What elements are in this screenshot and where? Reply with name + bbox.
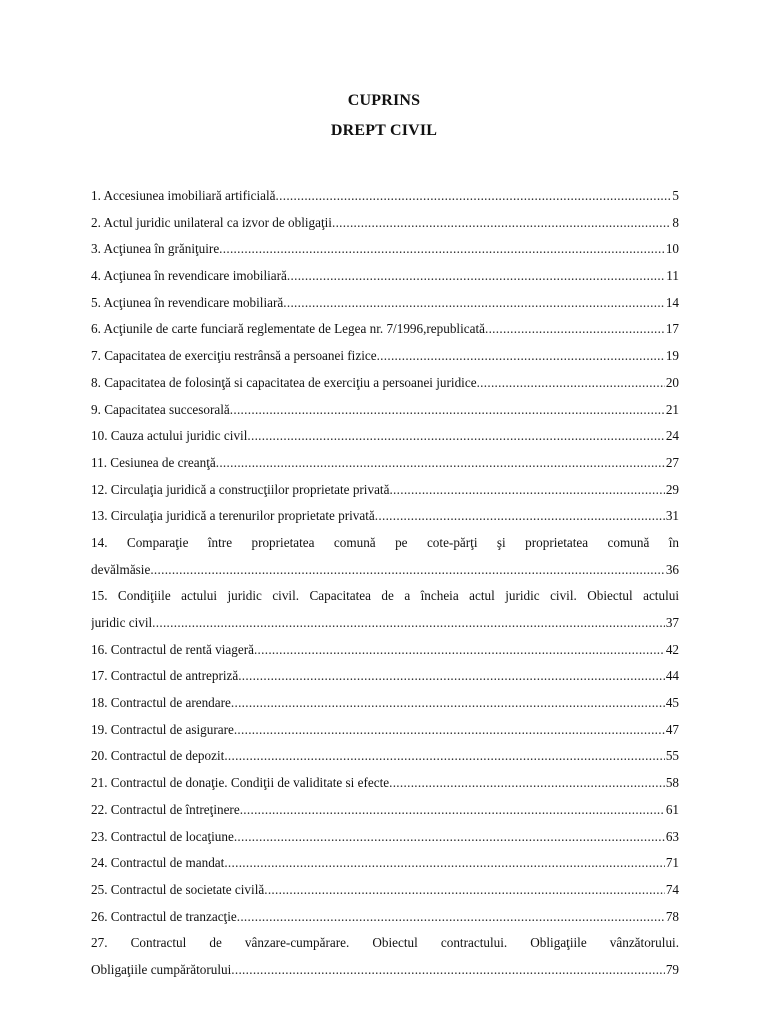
page-subtitle: DREPT CIVIL xyxy=(330,122,438,139)
toc-dot-leader xyxy=(283,290,665,317)
toc-entry xyxy=(91,557,679,584)
toc-entry xyxy=(91,423,679,450)
toc-entry-title: 23. Contractul de locaţiune xyxy=(91,828,234,844)
toc-entry xyxy=(91,450,679,477)
toc-entry xyxy=(91,690,679,717)
toc-dot-leader xyxy=(375,503,665,530)
toc-page-number: 78 xyxy=(665,908,679,924)
toc-entry xyxy=(91,183,679,210)
toc-dot-leader xyxy=(152,610,665,637)
toc-page-number: 8 xyxy=(672,214,679,230)
toc-page-number: 58 xyxy=(665,775,679,791)
toc-dot-leader xyxy=(224,743,665,770)
toc-dot-leader xyxy=(224,850,665,877)
toc-entry-title: 17. Contractul de antrepriză xyxy=(91,668,239,684)
toc-page-number: 10 xyxy=(665,241,679,257)
toc-entry-title: 21. Contractul de donaţie. Condiţii de validitate si efecte xyxy=(91,775,390,791)
toc-dot-leader xyxy=(234,824,665,851)
page-title: CUPRINS xyxy=(347,92,421,109)
toc-entry xyxy=(91,743,679,770)
toc-dot-leader xyxy=(234,717,665,744)
toc-entry-title: 9. Capacitatea succesorală xyxy=(91,401,230,417)
toc-page-number: 20 xyxy=(665,374,679,390)
toc-entry xyxy=(91,477,679,504)
toc-entry xyxy=(91,610,679,637)
toc-entry xyxy=(91,370,679,397)
toc-dot-leader xyxy=(287,263,665,290)
toc-entry-title: 18. Contractul de arendare xyxy=(91,695,231,711)
toc-entry-title: Obligaţiile cumpărătorului xyxy=(91,961,232,977)
toc-entry-title: 26. Contractul de tranzacţie xyxy=(91,908,237,924)
toc-dot-leader xyxy=(219,236,665,263)
toc-entry xyxy=(91,797,679,824)
toc-page-number: 42 xyxy=(665,641,679,657)
toc-dot-leader xyxy=(238,663,665,690)
toc-entry-title: 22. Contractul de întreţinere xyxy=(91,801,240,817)
toc-entry-title: 16. Contractul de rentă viageră xyxy=(91,641,254,657)
toc-page-number: 31 xyxy=(665,508,679,524)
toc-entry-title: 8. Capacitatea de folosinţă si capacitatea de exerciţiu a persoanei juridice xyxy=(91,374,477,390)
toc-entry-title: 19. Contractul de asigurare xyxy=(91,721,234,737)
toc-page-number: 63 xyxy=(665,828,679,844)
toc-page-number: 74 xyxy=(665,881,679,897)
toc-entry xyxy=(91,877,679,904)
toc-entry-title: 7. Capacitatea de exerciţiu restrânsă a persoanei fizice xyxy=(91,348,377,364)
toc-dot-leader xyxy=(276,183,672,210)
toc-dot-leader xyxy=(231,957,665,984)
toc-dot-leader xyxy=(485,316,665,343)
toc-entry-title: 3. Acţiunea în grăniţuire xyxy=(91,241,220,257)
toc-dot-leader xyxy=(477,370,665,397)
toc-entry xyxy=(91,904,679,931)
toc-entry-title: 2. Actul juridic unilateral ca izvor de obligaţii xyxy=(91,214,332,230)
toc-dot-leader xyxy=(230,397,665,424)
toc-entry xyxy=(91,957,679,984)
toc-entry-title: 4. Acţiunea în revendicare imobiliară xyxy=(91,268,287,284)
toc-dot-leader xyxy=(264,877,665,904)
toc-page-number: 37 xyxy=(665,615,679,630)
toc-entry xyxy=(91,503,679,530)
table-of-contents xyxy=(91,183,679,984)
toc-entry-title: 25. Contractul de societate civilă xyxy=(91,881,265,897)
toc-entry-line: 15. Condiţiile actului juridic civil. Capacitatea de a încheia actul juridic civil. Obiectul actului xyxy=(91,588,679,604)
toc-page-number: 71 xyxy=(665,855,679,871)
toc-entry-line: 27. Contractul de vânzare-cumpărare. Obiectul contractului. Obligaţiile vânzătorului. xyxy=(91,935,679,951)
toc-page-number: 61 xyxy=(665,801,679,817)
toc-entry-title: devălmăsie xyxy=(91,561,151,577)
toc-entry xyxy=(91,850,679,877)
toc-dot-leader xyxy=(216,450,665,477)
toc-page-number: 11 xyxy=(666,268,679,284)
toc-entry-title: 11. Cesiunea de creanţă xyxy=(91,454,216,470)
toc-entry xyxy=(91,717,679,744)
toc-page-number: 24 xyxy=(665,428,679,444)
toc-entry xyxy=(91,343,679,370)
toc-dot-leader xyxy=(389,477,664,504)
toc-entry xyxy=(91,263,679,290)
toc-entry xyxy=(91,824,679,851)
toc-entry xyxy=(91,316,679,343)
toc-page-number: 27 xyxy=(665,454,679,470)
toc-dot-leader xyxy=(237,904,665,931)
toc-entry-title: 13. Circulaţia juridică a terenurilor proprietate privată xyxy=(91,508,375,524)
toc-page-number: 29 xyxy=(665,481,679,497)
toc-dot-leader xyxy=(247,423,664,450)
toc-page-number: 55 xyxy=(665,748,679,764)
toc-entry xyxy=(91,637,679,664)
toc-entry-title: 10. Cauza actului juridic civil xyxy=(91,428,248,444)
toc-entry-title: 24. Contractul de mandat xyxy=(91,855,225,871)
toc-dot-leader xyxy=(389,770,665,797)
toc-dot-leader xyxy=(254,637,665,664)
toc-entry-title: 12. Circulaţia juridică a construcţiilor proprietate privată xyxy=(91,481,390,497)
toc-entry xyxy=(91,210,679,237)
toc-dot-leader xyxy=(150,557,664,584)
toc-dot-leader xyxy=(332,210,671,237)
toc-page-number: 14 xyxy=(665,294,679,310)
toc-entry-title: juridic civil xyxy=(91,615,153,630)
toc-entry-title: 1. Accesiunea imobiliară artificială xyxy=(91,188,276,203)
toc-page-number: 79 xyxy=(665,961,679,977)
toc-page-number: 45 xyxy=(665,695,679,711)
toc-page-number: 47 xyxy=(665,721,679,737)
toc-entry-title: 5. Acţiunea în revendicare mobiliară xyxy=(91,294,284,310)
toc-page-number: 5 xyxy=(672,188,679,203)
toc-dot-leader xyxy=(231,690,665,717)
toc-entry-line: 14. Comparaţie între proprietatea comună pe cote-părţi şi proprietatea comună în xyxy=(91,534,679,550)
toc-entry xyxy=(91,397,679,424)
toc-page-number: 19 xyxy=(665,348,679,364)
toc-dot-leader xyxy=(240,797,665,824)
toc-entry xyxy=(91,663,679,690)
toc-dot-leader xyxy=(377,343,665,370)
toc-entry-title: 20. Contractul de depozit xyxy=(91,748,225,764)
toc-entry xyxy=(91,290,679,317)
toc-page-number: 21 xyxy=(665,401,679,417)
toc-page-number: 36 xyxy=(665,561,679,577)
toc-entry xyxy=(91,236,679,263)
toc-entry-title: 6. Acţiunile de carte funciară reglementate de Legea nr. 7/1996,republicată xyxy=(91,321,485,337)
toc-entry xyxy=(91,770,679,797)
toc-page-number: 17 xyxy=(665,321,679,337)
toc-page-number: 44 xyxy=(665,668,679,684)
